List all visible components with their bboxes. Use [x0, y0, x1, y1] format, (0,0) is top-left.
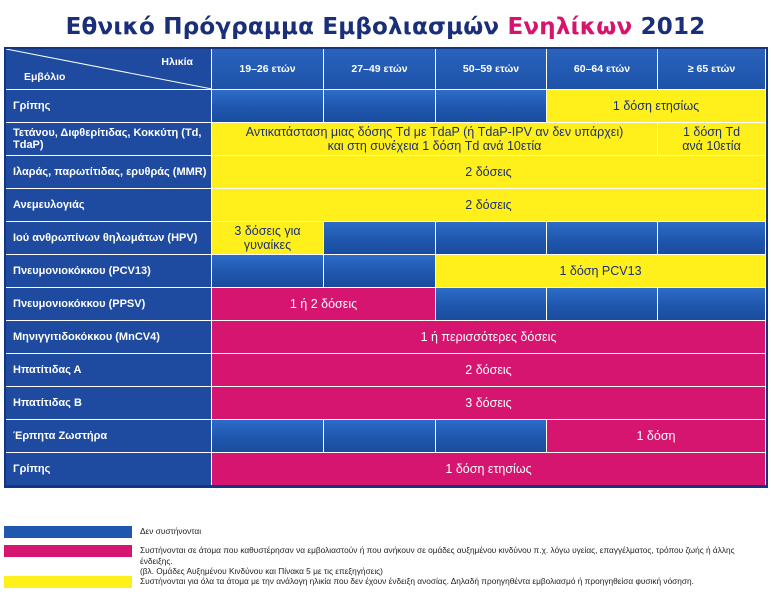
schedule-cell-blue — [436, 288, 547, 320]
legend-swatch-blue — [4, 526, 132, 538]
schedule-cell-pink — [212, 321, 766, 353]
table-row — [6, 452, 766, 485]
vaccine-name: Πνευμονιοκόκκου (PPSV) — [6, 288, 212, 320]
vaccine-name: Μηνιγγιτιδοκόκκου (MnCV4) — [6, 321, 212, 353]
table-row — [6, 188, 766, 221]
header-age-4: 60–64 ετών — [547, 49, 658, 89]
header-corner — [6, 49, 212, 89]
schedule-cell-blue — [212, 90, 324, 122]
schedule-cell-blue — [547, 222, 658, 254]
schedule-cell-blue — [324, 420, 436, 452]
dose-text: 2 δόσεις — [465, 363, 512, 377]
table-row — [6, 155, 766, 188]
dose-text: 1 δόση Td ανά 10ετία — [682, 125, 741, 153]
title-year: 2012 — [640, 14, 706, 40]
header-age-1: 19–26 ετών — [212, 49, 324, 89]
dose-text: 1 δόση ετησίως — [612, 99, 700, 113]
title-main: Εθνικό Πρόγραμμα Εμβολιασμών — [65, 14, 500, 40]
dose-text: 2 δόσεις — [465, 198, 512, 212]
schedule-cell-blue — [212, 420, 324, 452]
table-row — [6, 89, 766, 122]
schedule-cell-blue — [436, 90, 547, 122]
header-age-3: 50–59 ετών — [436, 49, 547, 89]
schedule-cell-blue — [324, 90, 436, 122]
vaccine-name: Γρίπης — [6, 90, 212, 122]
dose-text: 3 δόσεις για γυναίκες — [234, 224, 301, 252]
schedule-cell-yellow — [547, 90, 766, 122]
schedule-cell-blue — [547, 288, 658, 320]
table-row — [6, 419, 766, 452]
schedule-cell-pink — [212, 288, 436, 320]
schedule-cell-yellow — [658, 123, 766, 155]
vaccine-name: Ιλαράς, παρωτίτιδας, ερυθράς (MMR) — [6, 156, 212, 188]
dose-text: 1 ή 2 δόσεις — [289, 297, 358, 311]
legend-text: Συστήνονται σε άτομα που καθυστέρησαν να εμβολιαστούν ή που ανήκουν σε ομάδες αυξημένου κινδύνου π.χ. λόγω υγείας, επαγγέλματος, τρόπου ζωής ή άλλης ένδειξης. (βλ. Ομάδες Αυξημένου Κινδύνου και Πίνακα 5 με τις επεξηγήσεις) — [140, 545, 735, 576]
legend-text: Συστήνονται για όλα τα άτομα με την ανάλογη ηλικία που δεν έχουν ένδειξη ανοσίας. Δηλαδή προηγηθέντα εμβολιασμό ή προηγηθείσα φυσική νόσηση. — [140, 576, 694, 586]
vaccine-name: Ανεμευλογιάς — [6, 189, 212, 221]
dose-text: 1 δόση — [636, 429, 676, 443]
vaccine-name: Γρίπης — [6, 453, 212, 485]
schedule-cell-pink — [212, 387, 766, 419]
dose-text: 2 δόσεις — [465, 165, 512, 179]
schedule-cell-blue — [658, 288, 766, 320]
legend-swatch-yellow — [4, 576, 132, 588]
vaccine-name: Τετάνου, Διφθερίτιδας, Κοκκύτη (Td, TdaP) — [6, 123, 212, 155]
title-highlight: Ενηλίκων — [507, 14, 633, 40]
schedule-cell-pink — [547, 420, 766, 452]
table-row — [6, 221, 766, 254]
vaccination-table — [4, 47, 768, 488]
header-age-2: 27–49 ετών — [324, 49, 436, 89]
schedule-cell-blue — [658, 222, 766, 254]
dose-text: 1 δόση ετησίως — [445, 462, 532, 476]
schedule-cell-blue — [324, 222, 436, 254]
schedule-cell-blue — [436, 420, 547, 452]
dose-text: 1 ή περισσότερες δόσεις — [420, 330, 557, 344]
table-header — [6, 49, 766, 89]
vaccine-name: Ιού ανθρωπίνων θηλωμάτων (HPV) — [6, 222, 212, 254]
schedule-cell-yellow — [212, 156, 766, 188]
vaccine-name: Πνευμονιοκόκκου (PCV13) — [6, 255, 212, 287]
schedule-cell-blue — [324, 255, 436, 287]
schedule-cell-pink — [212, 354, 766, 386]
schedule-cell-yellow — [212, 189, 766, 221]
corner-diagonal — [6, 49, 212, 89]
table-row — [6, 353, 766, 386]
table-row — [6, 254, 766, 287]
schedule-cell-blue — [436, 222, 547, 254]
dose-text: 3 δόσεις — [465, 396, 512, 410]
dose-text: Αντικατάσταση μιας δόσης Td με TdaP (ή TdaP-IPV αν δεν υπάρχει) και στη συνέχεια 1 δόση Td ανά 10ετία — [245, 125, 624, 153]
age-header: Ηλικία — [161, 56, 193, 68]
schedule-cell-yellow — [436, 255, 766, 287]
vaccine-header: Εμβόλιο — [24, 71, 66, 83]
table-row — [6, 287, 766, 320]
vaccine-name: Ηπατίτιδας Β — [6, 387, 212, 419]
header-age-5: ≥ 65 ετών — [658, 49, 766, 89]
legend-swatch-pink — [4, 545, 132, 557]
schedule-cell-yellow — [212, 222, 324, 254]
schedule-cell-pink — [212, 453, 766, 485]
vaccine-name: Έρπητα Ζωστήρα — [6, 420, 212, 452]
table-row — [6, 386, 766, 419]
schedule-cell-yellow — [212, 123, 658, 155]
schedule-cell-blue — [212, 255, 324, 287]
page-title — [0, 14, 771, 40]
vaccine-name: Ηπατίτιδας Α — [6, 354, 212, 386]
table-row — [6, 320, 766, 353]
legend-text: Δεν συστήνονται — [140, 526, 202, 536]
dose-text: 1 δόση PCV13 — [559, 264, 642, 278]
table-row — [6, 122, 766, 155]
